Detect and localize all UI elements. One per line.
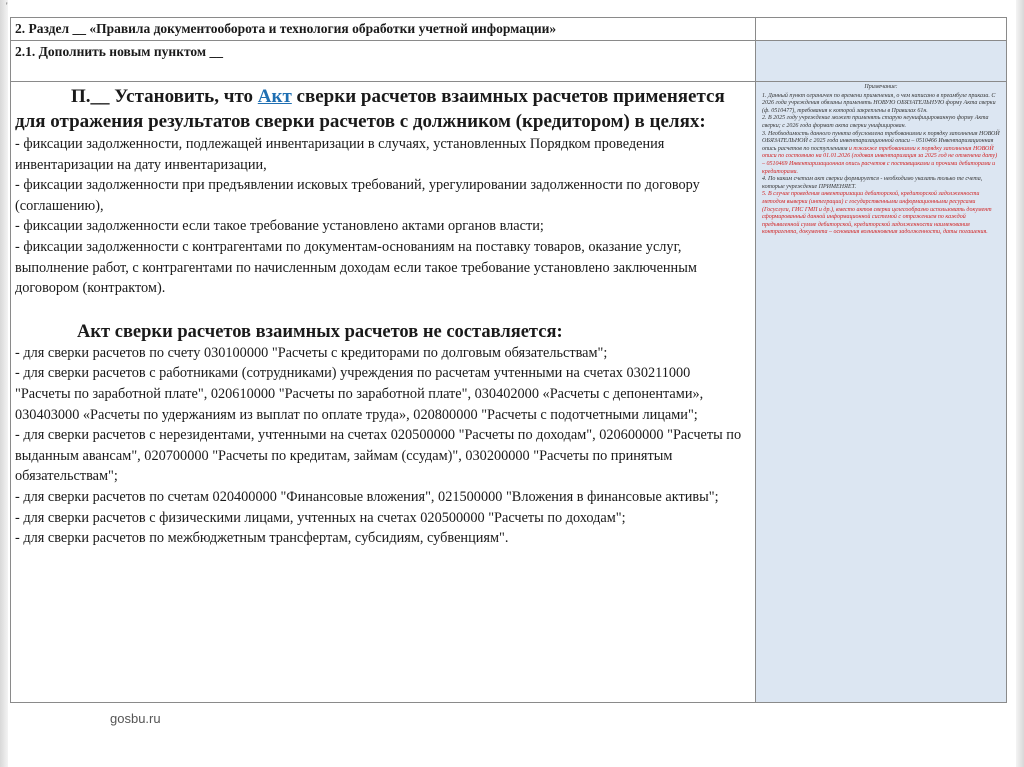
lead-paragraph — [15, 84, 749, 134]
purpose-item: - фиксации задолженности с контрагентами по документам-основаниям на поставку товаров, оказание услуг, выполнение работ, с контрагентами по начисленным доходам если такое требование установлено заключенным договором (контрактом). — [15, 238, 697, 297]
footer-site: gosbu.ru — [110, 711, 161, 726]
not-compiled-heading: Акт сверки расчетов взаимных расчетов не составляется: — [77, 321, 563, 342]
note-4: 4. По каким счетам акт сверки формируется - необходимо указать только те счета, которые учреждение ПРИМЕНЯЕТ. — [762, 176, 983, 190]
note-1: 1. Данный пункт ограничен по времени применения, о чем написано в преамбуле приказа. С 2026 года учреждения обязаны применять НОВУЮ ОБЯЗАТЕЛЬНУЮ форму Акта сверки (ф. 0510477), требования к которой закреплены в Правилах 61н. — [762, 92, 996, 114]
main-body — [11, 82, 755, 549]
purpose-item: - фиксации задолженности если такое требование установлено актами органов власти; — [15, 218, 544, 235]
subsection-side-cell — [756, 41, 1007, 82]
note-3 — [762, 131, 1000, 177]
exclusion-item: - для сверки расчетов по счету 030100000 "Расчеты с кредиторами по долговым обязательствам"; — [15, 344, 608, 361]
notes-cell — [756, 82, 1007, 703]
notes-title: Примечание: — [864, 84, 898, 90]
lead-prefix: П.__ Установить, что — [71, 86, 258, 107]
right-page-edge — [1016, 0, 1024, 767]
lead-suffix: сверки расчетов взаимных расчетов применяется для отражения результатов сверки расчетов с должником (кредитором) в целях: — [15, 86, 725, 132]
left-page-edge — [0, 0, 8, 767]
exclusion-item: - для сверки расчетов с работниками (сотрудниками) учреждения по расчетам учтенными на счетах 030211000 "Расчеты по заработной плате", 020610000 "Расчеты по заработной плате", 030402000 «Расчеты с депонентами», 030403000 «Расчеты по удержаниям из выплат по оплате труда», 020800000 "Расчеты с подотчетными лицами"; — [15, 365, 704, 423]
note-2: 2. В 2025 году учреждение может применять старую неунифицированную форму Акта сверки; с 2026 года формат акта сверки унифицирован. — [762, 115, 989, 129]
section-header: 2. Раздел __ «Правила документооборота и технология обработки учетной информации» — [15, 21, 557, 36]
exclusion-item: - для сверки расчетов по счетам 020400000 "Финансовые вложения", 021500000 "Вложения в финансовые активы"; — [15, 488, 719, 505]
document-table — [10, 17, 1007, 703]
subsection-header-cell — [11, 41, 756, 82]
exclusion-item: - для сверки расчетов с физическими лицами, учтенных на счетах 020500000 "Расчеты по доходам"; — [15, 509, 626, 526]
note-3-highlight: и тжакже требованиями к порядку заполнения НОВОЙ описи по состоянию на 01.01.2026 (годовая инвентаризация за 2025 год не отменена дату) – 0510469 Инвентаризационная опись расчетов с поставщиками и прочими дебиторами и кредиторами. — [762, 145, 998, 175]
subsection-header: 2.1. Дополнить новым пунктом __ — [15, 44, 223, 59]
purpose-item: - фиксации задолженности, подлежащей инвентаризации в случаях, установленных Порядком проведения инвентаризации на дату инвентаризации, — [15, 136, 665, 173]
corner-mark: ' — [6, 1, 8, 11]
section-header-side-cell — [756, 18, 1007, 41]
note-5: 5. В случае проведения инвентаризации дебиторской, кредиторской задолженности методом выверки (интеграции) с государственными информационными ресурсами (Госуслуги, ГИС ГМП и др.), вместо актов сверки целесообразно использовать документ сформированный данной информационной системой с отражением по каждой предъявленной сумме дебиторской, кредиторской задолженности наименования контрагента, документа – основания возникновения задолженности, даты погашения. — [762, 191, 992, 236]
main-content-cell — [11, 82, 756, 703]
notes-panel — [756, 82, 1006, 237]
note-3-text: 3. Необходимость данного пункта обусловлена требованиями к порядку заполнения НОВОЙ ОБЯЗАТЕЛЬНОЙ с 2025 года инвентаризационной описи – 0510466 Инвентаризационная опись расчетов по поступлениям — [762, 130, 1000, 152]
act-link[interactable]: Акт — [257, 86, 292, 107]
purpose-item: - фиксации задолженности при предъявлении исковых требований, урегулировании задолженности по договору (соглашению), — [15, 177, 700, 214]
exclusion-item: - для сверки расчетов по межбюджетным трансфертам, субсидиям, субвенциям". — [15, 530, 509, 547]
exclusion-item: - для сверки расчетов с нерезидентами, учтенными на счетах 020500000 "Расчеты по доходам", 020600000 "Расчеты по выданным авансам", 020700000 "Расчеты по кредитам, займам (ссудам)", 030200000 "Расчеты по принятым обязательствам"; — [15, 427, 742, 485]
section-header-cell — [11, 18, 756, 41]
